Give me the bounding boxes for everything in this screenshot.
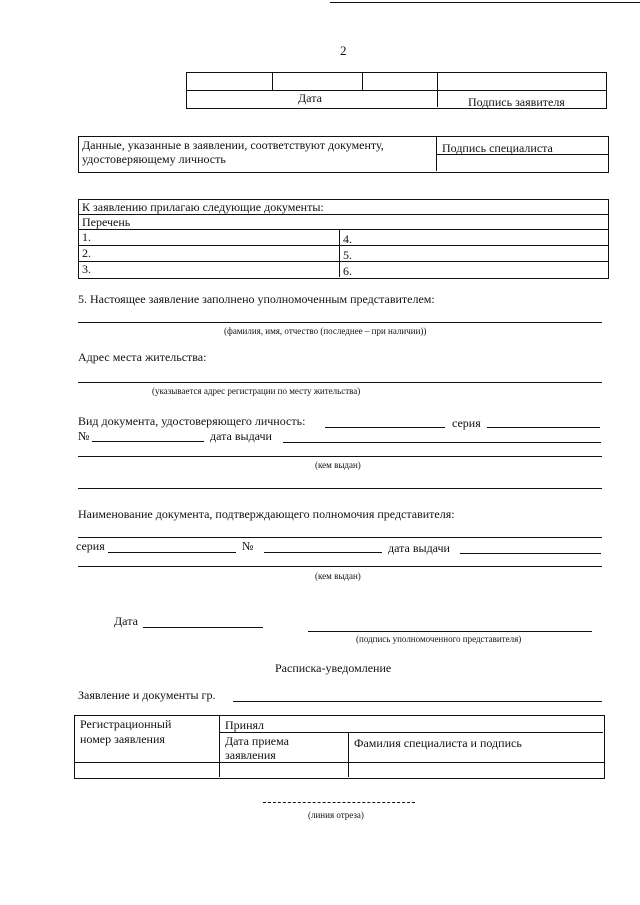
attachment-item-1: 1.: [82, 230, 91, 244]
issued-by-field[interactable]: [78, 456, 602, 457]
issued-by-caption-2: (кем выдан): [315, 571, 361, 581]
receipt-documents-label: Заявление и документы гр.: [78, 688, 216, 702]
series-label-2: серия: [76, 539, 105, 553]
id-doc-label: Вид документа, удостоверяющего личность:: [78, 414, 306, 428]
issue-date-field-2[interactable]: [460, 553, 601, 554]
representative-date-field[interactable]: [143, 627, 263, 628]
series-field-2[interactable]: [108, 552, 236, 553]
id-doc-field[interactable]: [325, 427, 445, 428]
accepted-label: Принял: [225, 718, 265, 732]
attachment-item-4: 4.: [343, 232, 352, 246]
issue-date-label: дата выдачи: [210, 429, 272, 443]
receipt-title: Расписка-уведомление: [275, 661, 392, 675]
number-label-2: №: [242, 539, 254, 553]
series-label: серия: [452, 416, 481, 430]
issued-by-field-2[interactable]: [78, 488, 602, 489]
number-field-2[interactable]: [264, 552, 382, 553]
accept-date-label-1: Дата приема: [225, 734, 289, 748]
attachment-item-3: 3.: [82, 262, 91, 276]
issue-date-label-2: дата выдачи: [388, 541, 450, 555]
reg-number-label-1: Регистрационный: [80, 717, 172, 731]
series-field[interactable]: [487, 427, 600, 428]
attachments-header: К заявлению прилагаю следующие документы:: [82, 200, 324, 214]
address-label: Адрес места жительства:: [78, 350, 207, 364]
cut-line-caption: (линия отреза): [308, 810, 364, 820]
receipt-citizen-field[interactable]: [233, 701, 602, 702]
issued-by-caption: (кем выдан): [315, 460, 361, 470]
number-field[interactable]: [92, 441, 204, 442]
attachment-item-5: 5.: [343, 248, 352, 262]
issue-date-field[interactable]: [283, 442, 601, 443]
authority-doc-label: Наименование документа, подтверждающего полномочия представителя:: [78, 507, 455, 521]
representative-signature-caption: (подпись уполномоченного представителя): [356, 634, 522, 644]
address-caption: (указывается адрес регистрации по месту жительства): [152, 386, 361, 396]
representative-date-label: Дата: [114, 614, 138, 628]
representative-intro: 5. Настоящее заявление заполнено уполномоченным представителем:: [78, 292, 435, 306]
authority-doc-field[interactable]: [78, 537, 602, 538]
top-rule: [330, 2, 640, 3]
cut-line: [263, 802, 415, 803]
verification-text-1: Данные, указанные в заявлении, соответствуют документу,: [82, 138, 384, 152]
issued-by-field-3[interactable]: [78, 566, 602, 567]
reg-number-label-2: номер заявления: [80, 732, 165, 746]
number-label: №: [78, 429, 90, 443]
verification-text-2: удостоверяющему личность: [82, 152, 226, 166]
address-field[interactable]: [78, 382, 602, 383]
attachments-list-label: Перечень: [82, 215, 131, 229]
fio-caption: (фамилия, имя, отчество (последнее – при наличии)): [224, 326, 427, 336]
applicant-signature-label: Подпись заявителя: [468, 95, 565, 109]
date-label: Дата: [298, 91, 322, 105]
attachment-item-6: 6.: [343, 264, 352, 278]
representative-fio-field[interactable]: [78, 322, 602, 323]
specialist-name-signature-label: Фамилия специалиста и подпись: [354, 736, 522, 750]
accept-date-label-2: заявления: [225, 748, 276, 762]
specialist-signature-label: Подпись специалиста: [442, 141, 553, 155]
attachment-item-2: 2.: [82, 246, 91, 260]
page-number: 2: [340, 43, 347, 58]
representative-signature-field[interactable]: [308, 631, 592, 632]
